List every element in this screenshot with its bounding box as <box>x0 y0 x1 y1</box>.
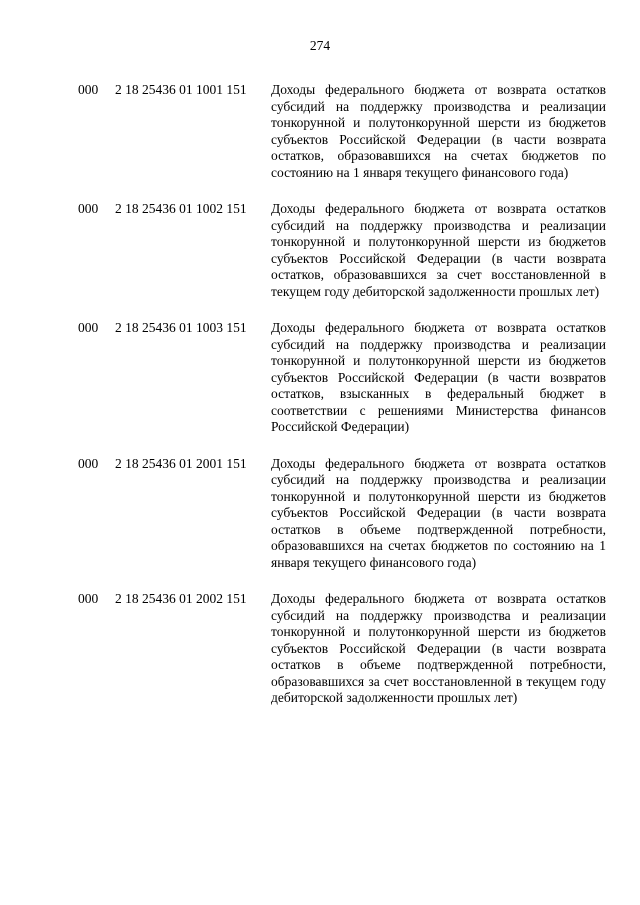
entry-description: Доходы федерального бюджета от возврата остатков субсидий на поддержку производства и реализации тонкорунной и полутонкорунной шерсти из бюджетов субъектов Российской Федерации (в части возврата остатков в объеме подтвержденной потребности, образовавшихся за счет восстановленной в текущем году дебиторской задолженности прошлых лет) <box>271 591 606 705</box>
entry-description: Доходы федерального бюджета от возврата остатков субсидий на поддержку производства и реализации тонкорунной и полутонкорунной шерсти из бюджетов субъектов Российской Федерации (в части возврата остатков, образовавшихся на счетах бюджетов по состоянию на 1 января текущего финансового года) <box>271 82 606 180</box>
budget-classification-code: 2 18 25436 01 1003 151 <box>115 320 247 335</box>
budget-classification-code: 2 18 25436 01 2002 151 <box>115 591 247 606</box>
budget-classification-code: 2 18 25436 01 1002 151 <box>115 201 247 216</box>
budget-code-entry <box>0 591 640 707</box>
page-number: 274 <box>309 38 331 53</box>
administrator-code: 000 <box>78 82 99 97</box>
budget-code-entry <box>0 320 640 436</box>
entry-description: Доходы федерального бюджета от возврата остатков субсидий на поддержку производства и реализации тонкорунной и полутонкорунной шерсти из бюджетов субъектов Российской Федерации (в части возврата остатков, образовавшихся за счет восстановленной в текущем году дебиторской задолженности прошлых лет) <box>271 201 606 299</box>
budget-classification-code: 2 18 25436 01 1001 151 <box>115 82 247 97</box>
administrator-code: 000 <box>78 591 99 606</box>
budget-code-entry <box>0 456 640 572</box>
budget-classification-code: 2 18 25436 01 2001 151 <box>115 455 247 471</box>
administrator-code: 000 <box>78 320 99 335</box>
entry-description: Доходы федерального бюджета от возврата остатков субсидий на поддержку производства и реализации тонкорунной и полутонкорунной шерсти из бюджетов субъектов Российской Федерации (в части возвратов остатков, взысканных в федеральный бюджет в соответствии с решениями Министерства финансов Российской Федерации) <box>271 320 606 434</box>
entry-description: Доходы федерального бюджета от возврата остатков субсидий на поддержку производства и реализации тонкорунной и полутонкорунной шерсти из бюджетов субъектов Российской Федерации (в части возврата остатков в объеме подтвержденной потребности, образовавшихся на счетах бюджетов по состоянию на 1 января текущего финансового года) <box>271 455 606 570</box>
administrator-code: 000 <box>78 201 99 216</box>
budget-code-list <box>0 82 640 727</box>
administrator-code: 000 <box>78 455 99 471</box>
budget-code-entry <box>0 82 640 181</box>
budget-code-entry <box>0 201 640 300</box>
